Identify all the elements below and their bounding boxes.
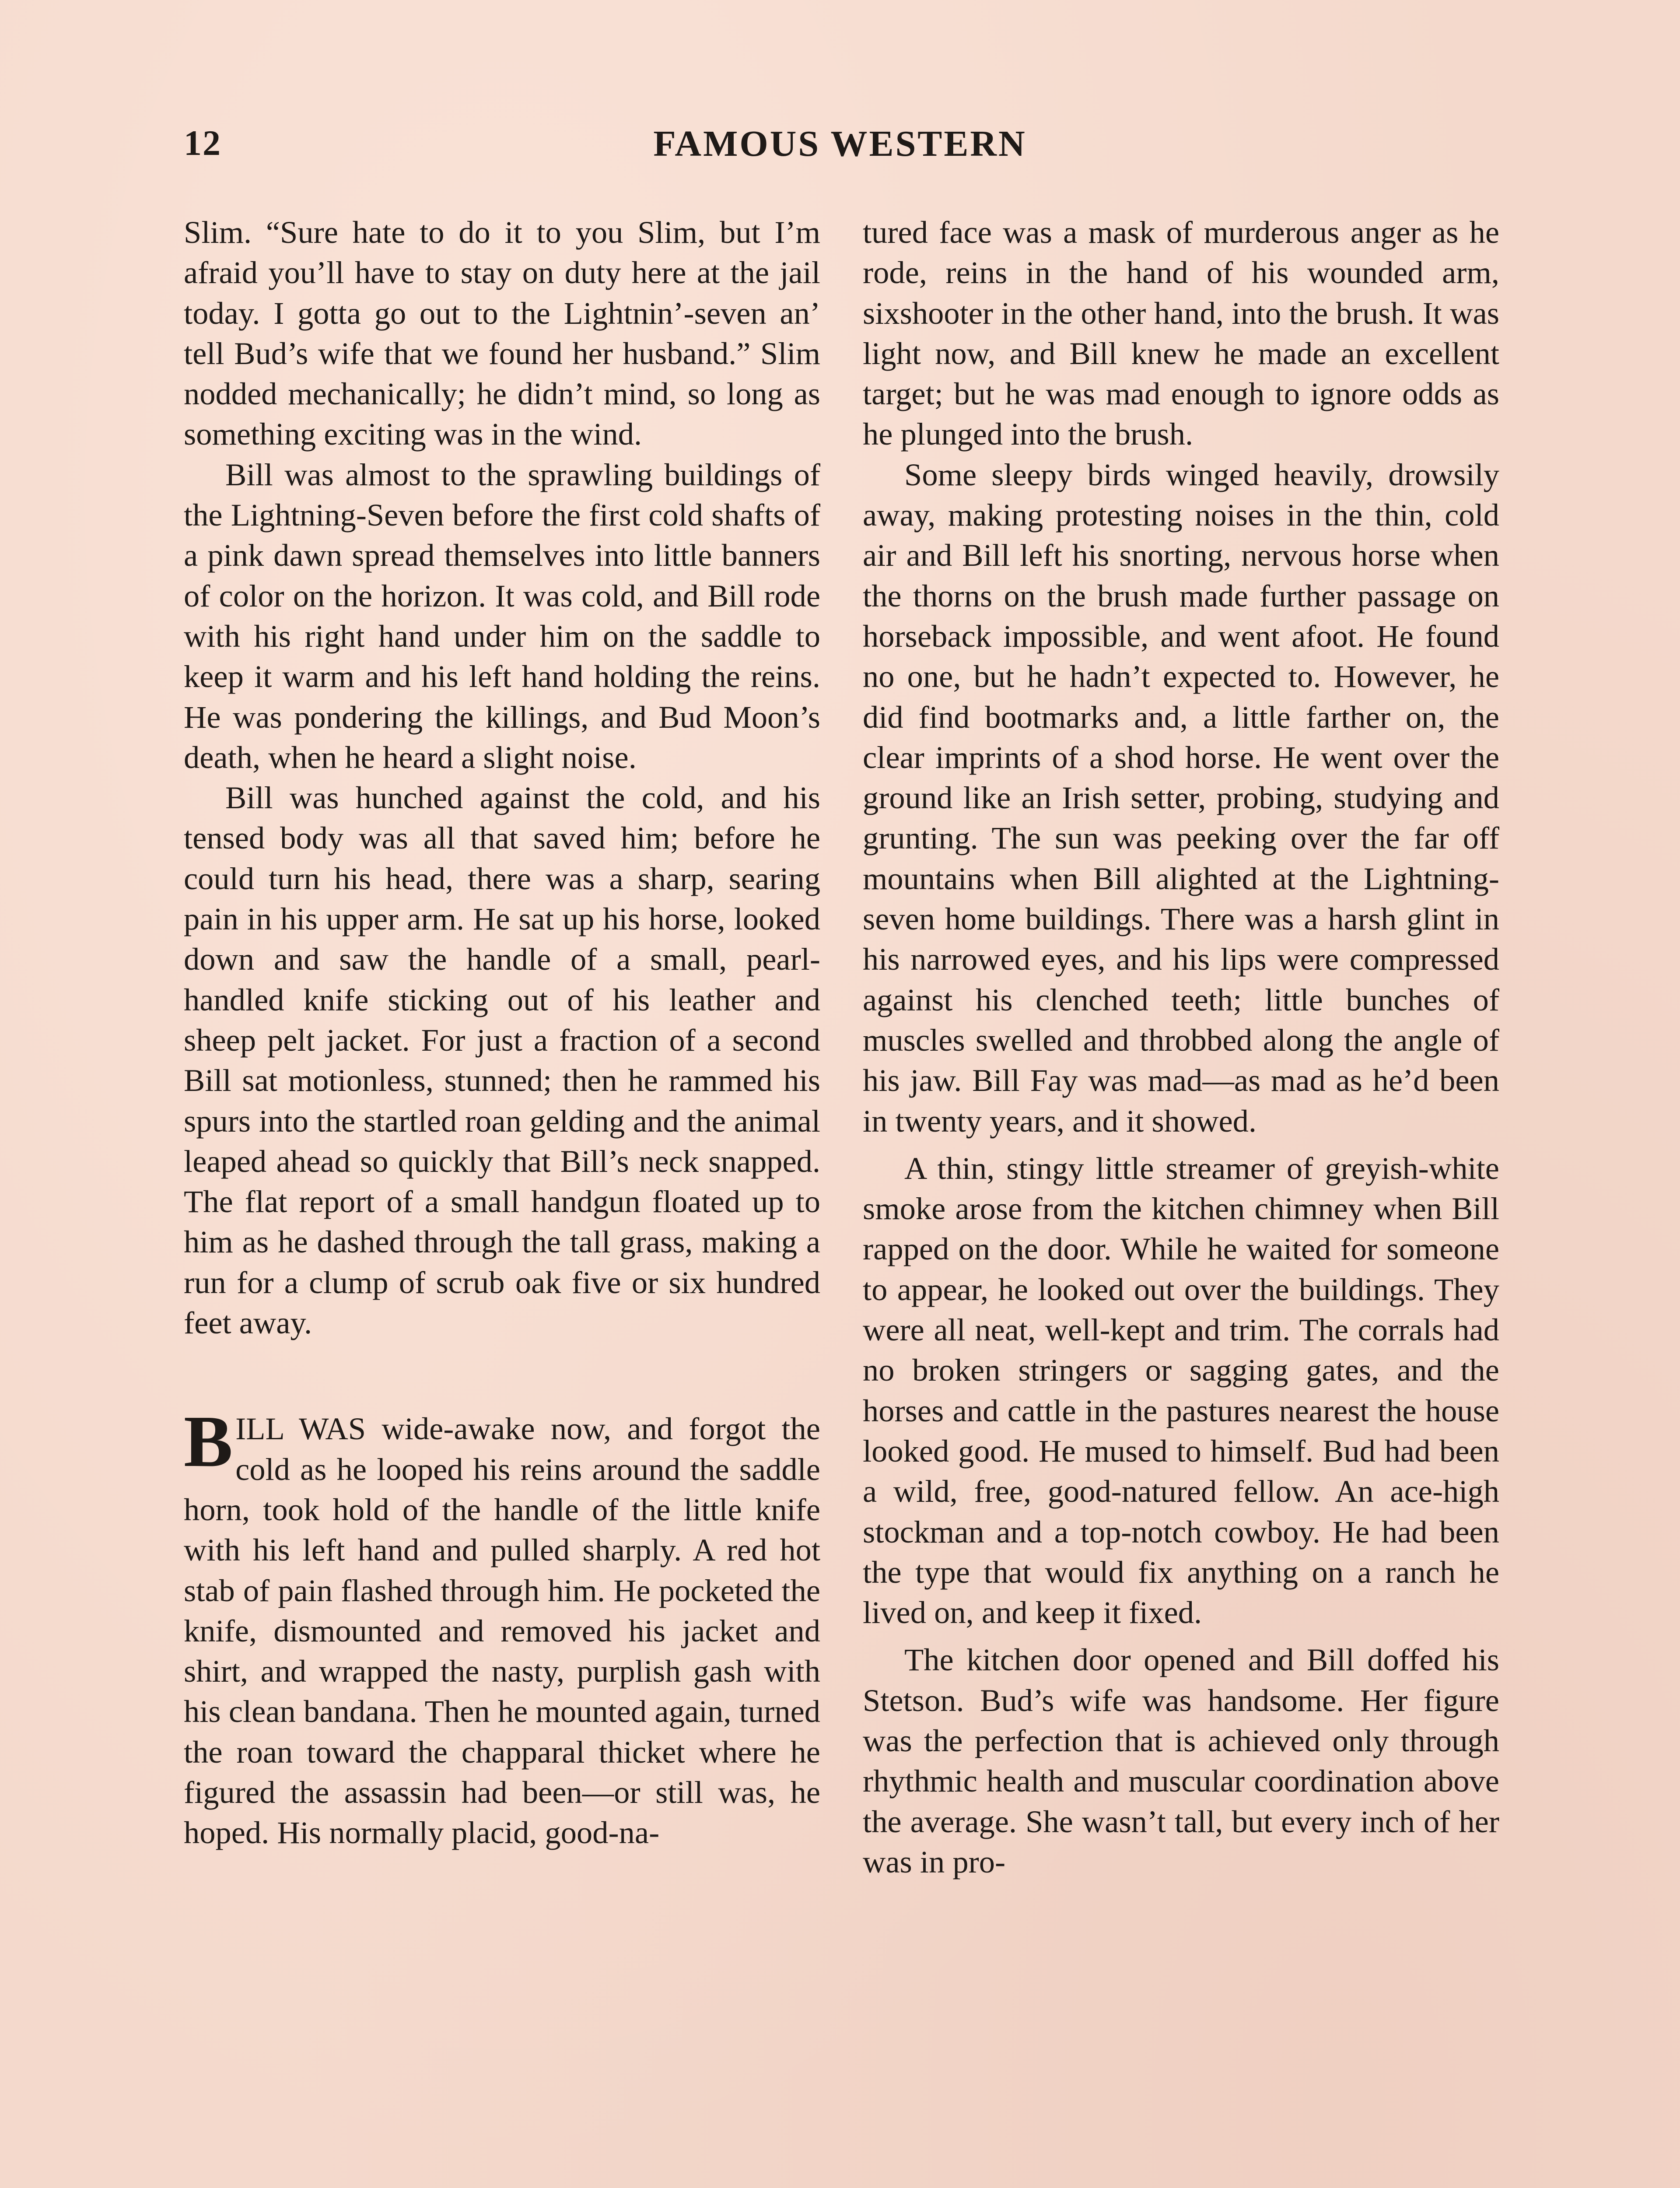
paragraph-text: ILL WAS wide-awake now, and forgot the cold as he looped his reins around the saddle horn, took hold of the handle of the little knife with his left hand and pulled sharply. A red hot stab of pain flashed through him. He pocketed the knife, dismounted and removed his jacket and shirt, and wrapped the nasty, purplish gash with his clean bandana. Then he mounted again, turned the roan toward the chapparal thicket where he figured the assassin had been—or still was, he hoped. His normally placid, good-na-: [184, 1411, 820, 1851]
paragraph: tured face was a mask of murderous anger as he rode, reins in the hand of his wounded arm, sixshooter in the other hand, into the brush. It was light now, and Bill knew he made an excellent target; but he was mad enough to ignore odds as he plunged into the brush.: [863, 214, 1499, 452]
left-column: [184, 212, 820, 1853]
paragraph: Bill was hunched against the cold, and his tensed body was all that saved him; before he could turn his head, there was a sharp, searing pain in his upper arm. He sat up his horse, looked down and saw the handle of a small, pearl-handled knife sticking out of his leather and sheep pelt jacket. For just a fraction of a second Bill sat motionless, stunned; then he rammed his spurs into the startled roan gelding and the animal leaped ahead so quickly that Bill’s neck snapped. The flat report of a small handgun floated up to him as he dashed through the tall grass, making a run for a clump of scrub oak five or six hundred feet away.: [184, 780, 820, 1341]
running-head: FAMOUS WESTERN: [653, 123, 1027, 164]
paragraph: Bill was almost to the sprawling buildings of the Lightning-Seven before the first cold shafts of a pink dawn spread themselves into little banners of color on the horizon. It was cold, and Bill rode with his right hand under him on the saddle to keep it warm and his left hand holding the reins. He was pondering the killings, and Bud Moon’s death, when he heard a slight noise.: [184, 456, 820, 775]
paragraph: Some sleepy birds winged heavily, drowsily away, making protesting noises in the thin, cold air and Bill left his snorting, nervous horse when the thorns on the brush made further passage on horseback impossible, and went afoot. He found no one, but he hadn’t expected to. However, he did find bootmarks and, a little farther on, the clear imprints of a shod horse. He went over the ground like an Irish setter, probing, studying and grunting. The sun was peeking over the far off mountains when Bill alighted at the Lightning-seven home buildings. There was a harsh glint in his narrowed eyes, and his lips were compressed against his clenched teeth; little bunches of muscles swelled and throbbed along the angle of his jaw. Bill Fay was mad—as mad as he’d been in twenty years, and it showed.: [863, 456, 1499, 1139]
right-column: [863, 212, 1499, 1882]
paragraph: Slim. “Sure hate to do it to you Slim, but I’m afraid you’ll have to stay on duty here at the jail today. I gotta go out to the Lightnin’-seven an’ tell Bud’s wife that we found her husband.” Slim nodded mechanically; he didn’t mind, so long as something exciting was in the wind.: [184, 214, 820, 452]
paragraph: A thin, stingy little streamer of greyish-white smoke arose from the kitchen chimney when Bill rapped on the door. While he waited for someone to appear, he looked out over the buildings. They were all neat, well-kept and trim. The corrals had no broken stringers or sagging gates, and the horses and cattle in the pastures nearest the house looked good. He mused to himself. Bud had been a wild, free, good-natured fellow. An ace-high stockman and a top-notch cowboy. He had been the type that would fix anything on a ranch he lived on, and keep it fixed.: [863, 1150, 1499, 1630]
section-opening-paragraph: [184, 1401, 820, 1853]
page-header: [184, 123, 1496, 175]
drop-cap: B: [184, 1401, 233, 1483]
page-number: 12: [184, 123, 221, 163]
paragraph: The kitchen door opened and Bill doffed his Stetson. Bud’s wife was handsome. Her figure was the perfection that is achieved only through rhythmic health and muscular coordination above the average. She wasn’t tall, but every inch of her was in pro-: [863, 1642, 1499, 1879]
